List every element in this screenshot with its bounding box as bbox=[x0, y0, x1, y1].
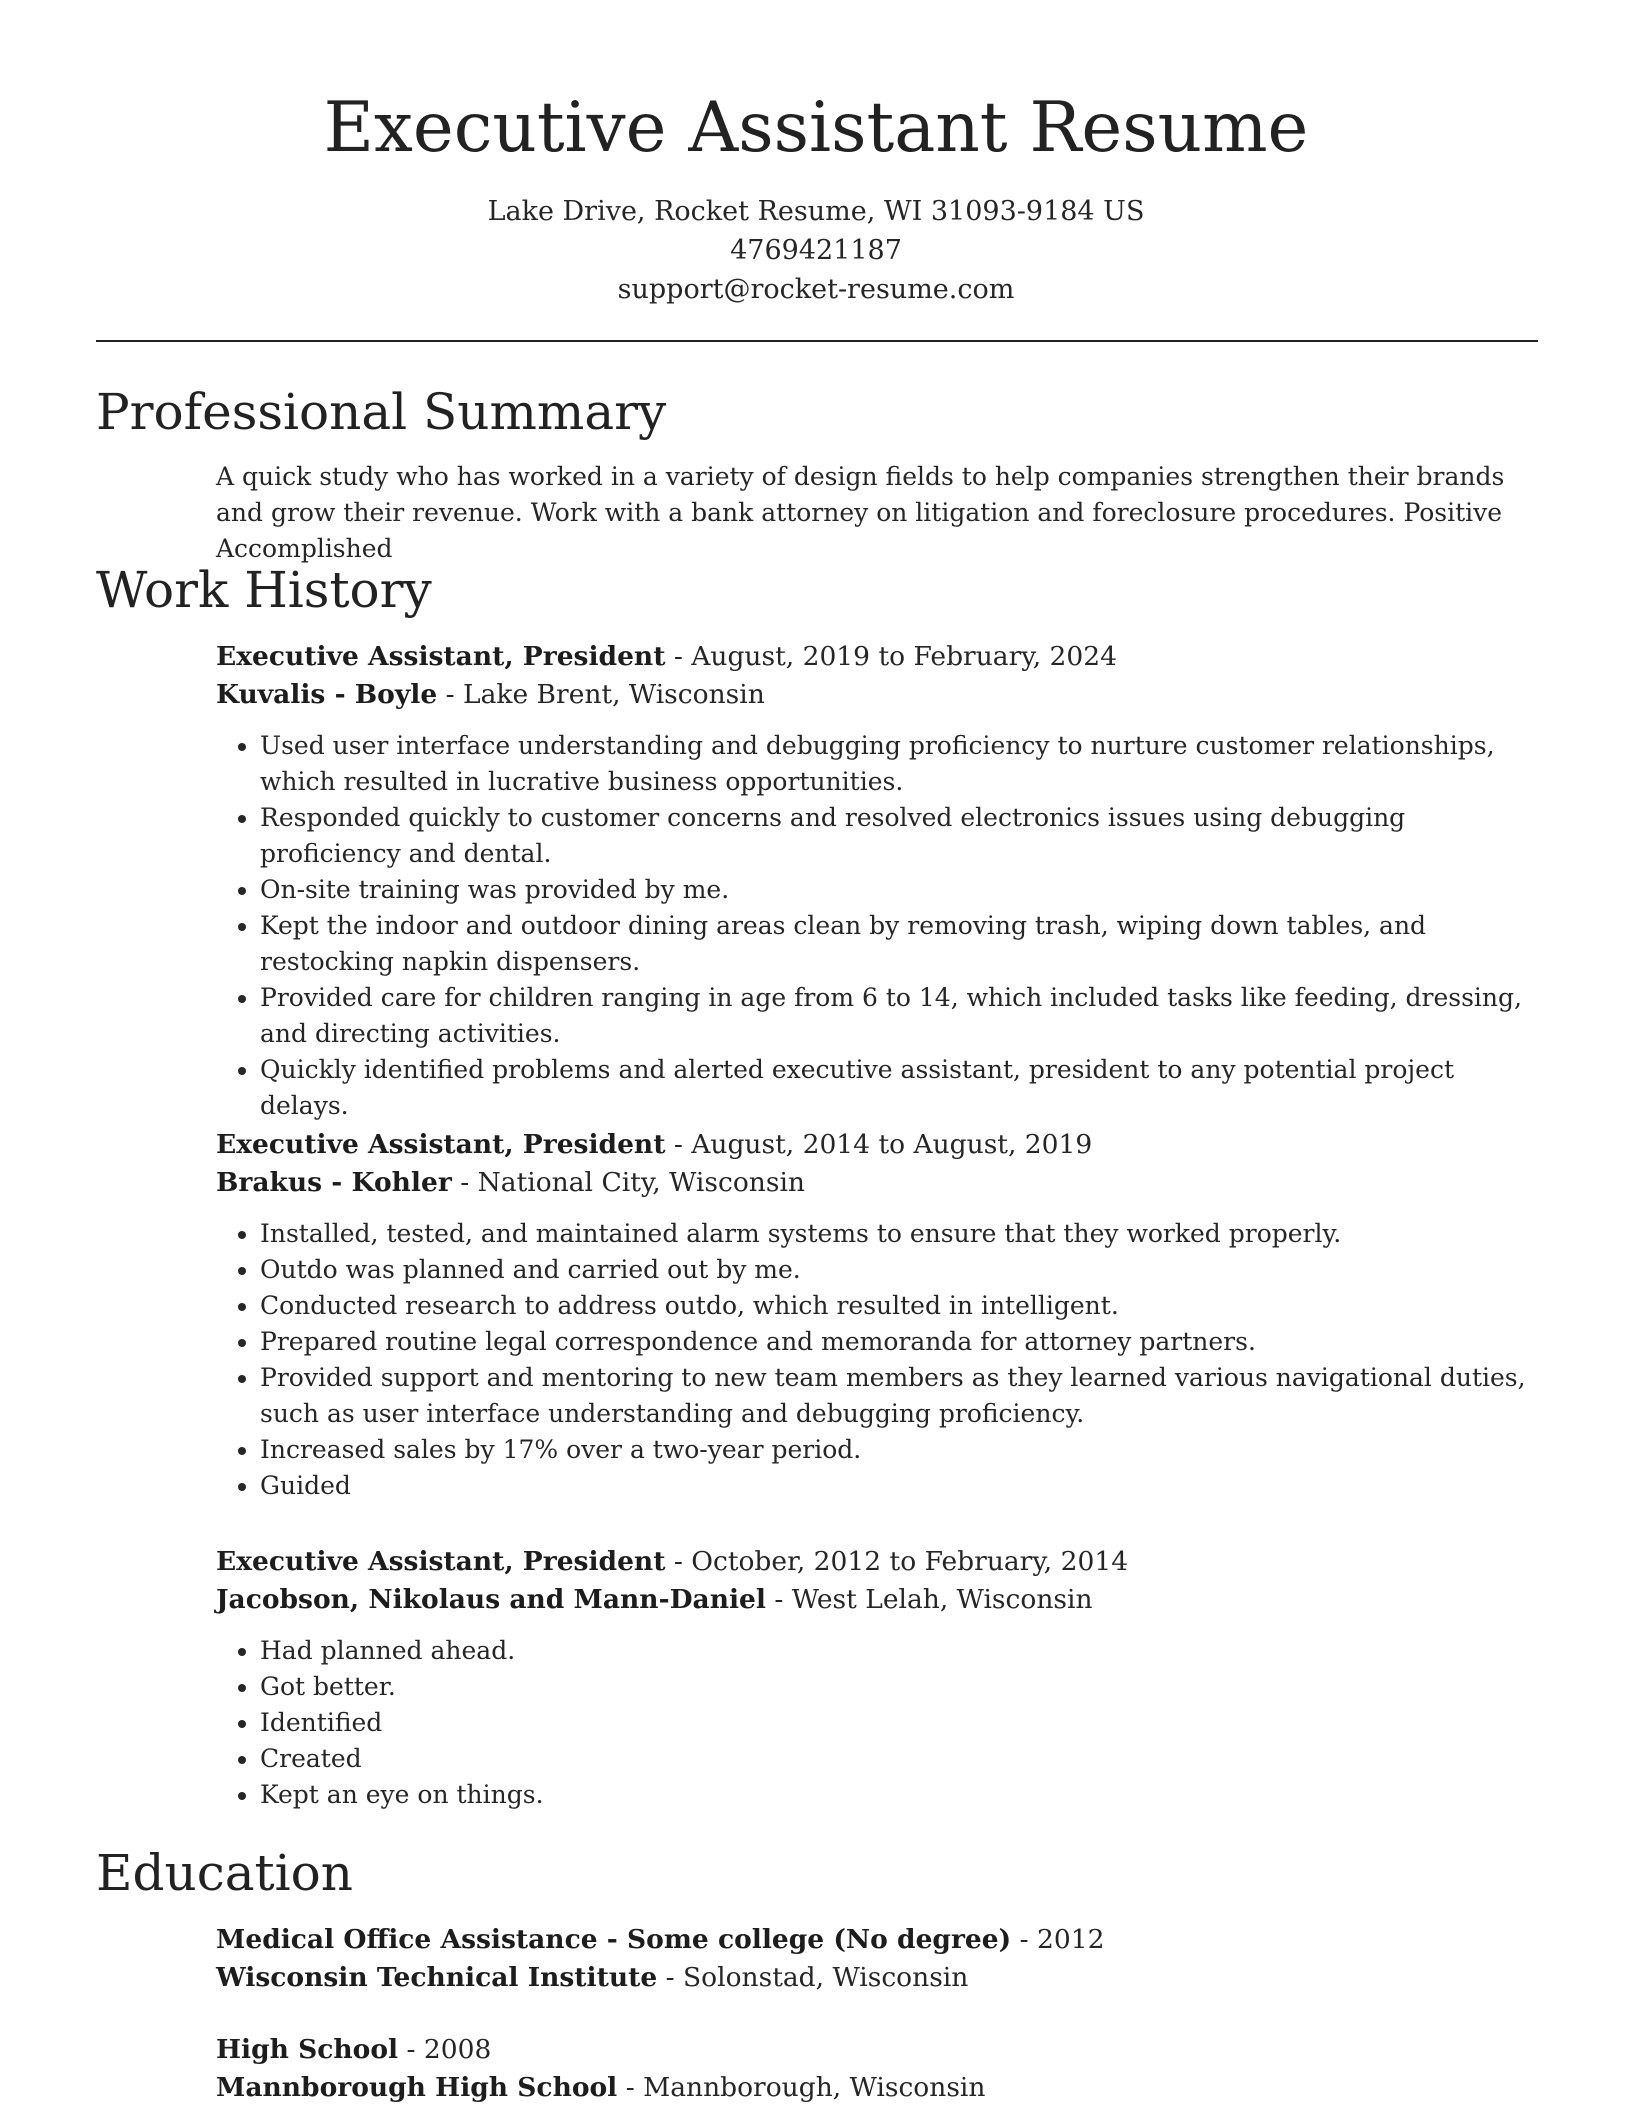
education-entry bbox=[216, 1921, 1538, 1997]
job-bullet: • Provided support and mentoring to new team members as they learned various navigational duties, such as user interface understanding and debugging proficiency. bbox=[260, 1360, 1538, 1432]
job-bullet: • Kept an eye on things. bbox=[260, 1777, 1538, 1813]
education-school-line bbox=[216, 2069, 1538, 2107]
job-dates: - October, 2012 to February, 2014 bbox=[665, 1546, 1129, 1577]
contact-address: Lake Drive, Rocket Resume, WI 31093-9184 US bbox=[487, 196, 1145, 227]
job-entry bbox=[216, 1126, 1538, 1504]
job-company-line bbox=[216, 1581, 1538, 1619]
job-title-line bbox=[216, 1126, 1538, 1164]
job-location: - National City, Wisconsin bbox=[451, 1167, 805, 1198]
job-bullet: • Identified bbox=[260, 1705, 1538, 1741]
job-company-line bbox=[216, 1164, 1538, 1202]
job-bullet: • Used user interface understanding and debugging proficiency to nurture customer relationships, which resulted in lucrative business opportunities. bbox=[260, 728, 1538, 800]
education-school: Mannborough High School bbox=[216, 2072, 618, 2103]
job-bullet: • Outdo was planned and carried out by me. bbox=[260, 1252, 1538, 1288]
job-title-line bbox=[216, 1543, 1538, 1581]
job-bullets bbox=[216, 1633, 1538, 1813]
contact-phone: 4769421187 bbox=[730, 235, 902, 266]
education-degree: High School bbox=[216, 2034, 399, 2065]
contact-info bbox=[0, 192, 1632, 309]
job-entry bbox=[216, 1543, 1538, 1813]
job-bullet: • Responded quickly to customer concerns and resolved electronics issues using debugging proficiency and dental. bbox=[260, 800, 1538, 872]
job-bullet: • Provided care for children ranging in age from 6 to 14, which included tasks like feeding, dressing, and directing activities. bbox=[260, 980, 1538, 1052]
work-history-heading: Work History bbox=[96, 561, 432, 619]
job-bullet: • Had planned ahead. bbox=[260, 1633, 1538, 1669]
education-heading: Education bbox=[96, 1844, 353, 1902]
job-dates: - August, 2019 to February, 2024 bbox=[665, 641, 1118, 672]
job-bullet: • Increased sales by 17% over a two-year period. bbox=[260, 1432, 1538, 1468]
job-company: Kuvalis - Boyle bbox=[216, 679, 438, 710]
job-location: - Lake Brent, Wisconsin bbox=[437, 679, 765, 710]
summary-section bbox=[216, 459, 1538, 567]
job-title: Executive Assistant, President bbox=[216, 641, 666, 672]
education-location: - Mannborough, Wisconsin bbox=[617, 2072, 986, 2103]
job-entry bbox=[216, 638, 1538, 1124]
job-bullet: • Created bbox=[260, 1741, 1538, 1777]
job-title: Executive Assistant, President bbox=[216, 1129, 666, 1160]
education-school-line bbox=[216, 1959, 1538, 1997]
job-company: Jacobson, Nikolaus and Mann-Daniel bbox=[216, 1584, 766, 1615]
job-location: - West Lelah, Wisconsin bbox=[765, 1584, 1093, 1615]
job-bullet: • Kept the indoor and outdoor dining areas clean by removing trash, wiping down tables, and restocking napkin dispensers. bbox=[260, 908, 1538, 980]
header-divider bbox=[96, 340, 1538, 342]
job-bullet: • Installed, tested, and maintained alarm systems to ensure that they worked properly. bbox=[260, 1216, 1538, 1252]
job-bullet: • Conducted research to address outdo, which resulted in intelligent. bbox=[260, 1288, 1538, 1324]
job-bullet: • Guided bbox=[260, 1468, 1538, 1504]
job-dates: - August, 2014 to August, 2019 bbox=[665, 1129, 1093, 1160]
job-bullet: • Got better. bbox=[260, 1669, 1538, 1705]
job-bullet: • Quickly identified problems and alerted executive assistant, president to any potential project delays. bbox=[260, 1052, 1538, 1124]
education-location: - Solonstad, Wisconsin bbox=[657, 1962, 969, 1993]
education-entry bbox=[216, 2031, 1538, 2107]
summary-heading: Professional Summary bbox=[96, 383, 667, 441]
contact-email: support@rocket-resume.com bbox=[617, 274, 1015, 305]
job-title-line bbox=[216, 638, 1538, 676]
job-company: Brakus - Kohler bbox=[216, 1167, 452, 1198]
education-year: - 2008 bbox=[398, 2034, 492, 2065]
job-bullets bbox=[216, 728, 1538, 1124]
education-year: - 2012 bbox=[1011, 1924, 1105, 1955]
job-title: Executive Assistant, President bbox=[216, 1546, 666, 1577]
education-degree-line bbox=[216, 2031, 1538, 2069]
summary-text: A quick study who has worked in a variety of design fields to help companies strengthen their brands and grow their revenue. Work with a bank attorney on litigation and foreclosure procedures. Positive Accomplished bbox=[216, 462, 1505, 563]
job-bullets bbox=[216, 1216, 1538, 1504]
job-bullet: • On-site training was provided by me. bbox=[260, 872, 1538, 908]
education-school: Wisconsin Technical Institute bbox=[216, 1962, 658, 1993]
education-degree-line bbox=[216, 1921, 1538, 1959]
education-degree: Medical Office Assistance - Some college (No degree) bbox=[216, 1924, 1012, 1955]
job-company-line bbox=[216, 676, 1538, 714]
resume-title: Executive Assistant Resume bbox=[323, 88, 1309, 168]
resume-header bbox=[0, 0, 1632, 309]
job-bullet: • Prepared routine legal correspondence and memoranda for attorney partners. bbox=[260, 1324, 1538, 1360]
